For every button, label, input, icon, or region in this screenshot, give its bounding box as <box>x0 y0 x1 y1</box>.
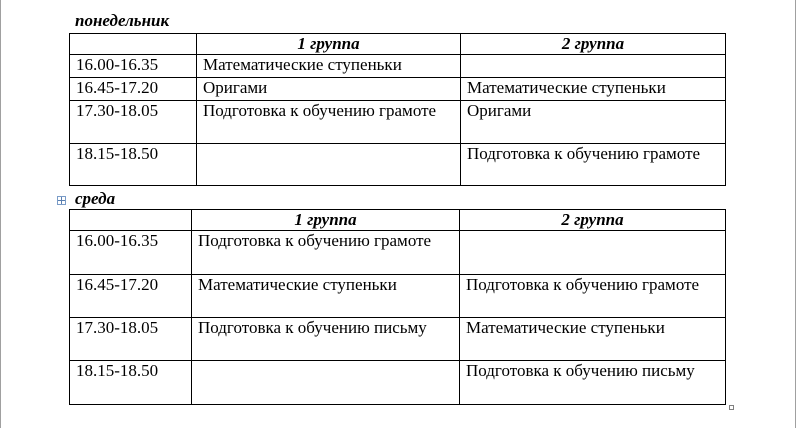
group-1-cell <box>192 361 460 405</box>
time-cell: 17.30-18.05 <box>70 318 192 361</box>
table-row <box>70 361 726 405</box>
group-2-cell: Подготовка к обучению грамоте <box>461 144 726 186</box>
group-2-cell: Подготовка к обучению письму <box>460 361 726 405</box>
time-cell: 18.15-18.50 <box>70 361 192 405</box>
time-cell: 16.45-17.20 <box>70 78 197 101</box>
table-row <box>70 275 726 318</box>
monday-schedule-table <box>69 33 726 186</box>
resize-handle-icon[interactable] <box>729 405 734 410</box>
time-cell: 16.45-17.20 <box>70 275 192 318</box>
table-row <box>70 101 726 144</box>
page-left-border <box>0 0 1 428</box>
header-group-1: 1 группа <box>192 210 460 231</box>
time-cell: 18.15-18.50 <box>70 144 197 186</box>
table-header-row <box>70 210 726 231</box>
header-time <box>70 210 192 231</box>
table-row <box>70 55 726 78</box>
group-1-cell <box>197 144 461 186</box>
header-time <box>70 34 197 55</box>
group-2-cell <box>460 231 726 275</box>
table-header-row <box>70 34 726 55</box>
group-1-cell: Подготовка к обучению грамоте <box>192 231 460 275</box>
group-1-cell: Математические ступеньки <box>192 275 460 318</box>
header-group-2: 2 группа <box>461 34 726 55</box>
move-handle-icon[interactable] <box>57 196 66 205</box>
monday-title: понедельник <box>75 11 170 30</box>
wednesday-title: среда <box>75 189 116 208</box>
header-group-1: 1 группа <box>197 34 461 55</box>
table-row <box>70 318 726 361</box>
group-2-cell: Подготовка к обучению грамоте <box>460 275 726 318</box>
header-group-2: 2 группа <box>460 210 726 231</box>
group-2-cell: Оригами <box>461 101 726 144</box>
group-2-cell: Математические ступеньки <box>461 78 726 101</box>
group-1-cell: Подготовка к обучению письму <box>192 318 460 361</box>
group-2-cell: Математические ступеньки <box>460 318 726 361</box>
table-row <box>70 231 726 275</box>
group-1-cell: Оригами <box>197 78 461 101</box>
wednesday-schedule-table <box>69 209 726 405</box>
group-1-cell: Подготовка к обучению грамоте <box>197 101 461 144</box>
time-cell: 17.30-18.05 <box>70 101 197 144</box>
group-1-cell: Математические ступеньки <box>197 55 461 78</box>
table-row <box>70 78 726 101</box>
table-row <box>70 144 726 186</box>
time-cell: 16.00-16.35 <box>70 55 197 78</box>
group-2-cell <box>461 55 726 78</box>
time-cell: 16.00-16.35 <box>70 231 192 275</box>
